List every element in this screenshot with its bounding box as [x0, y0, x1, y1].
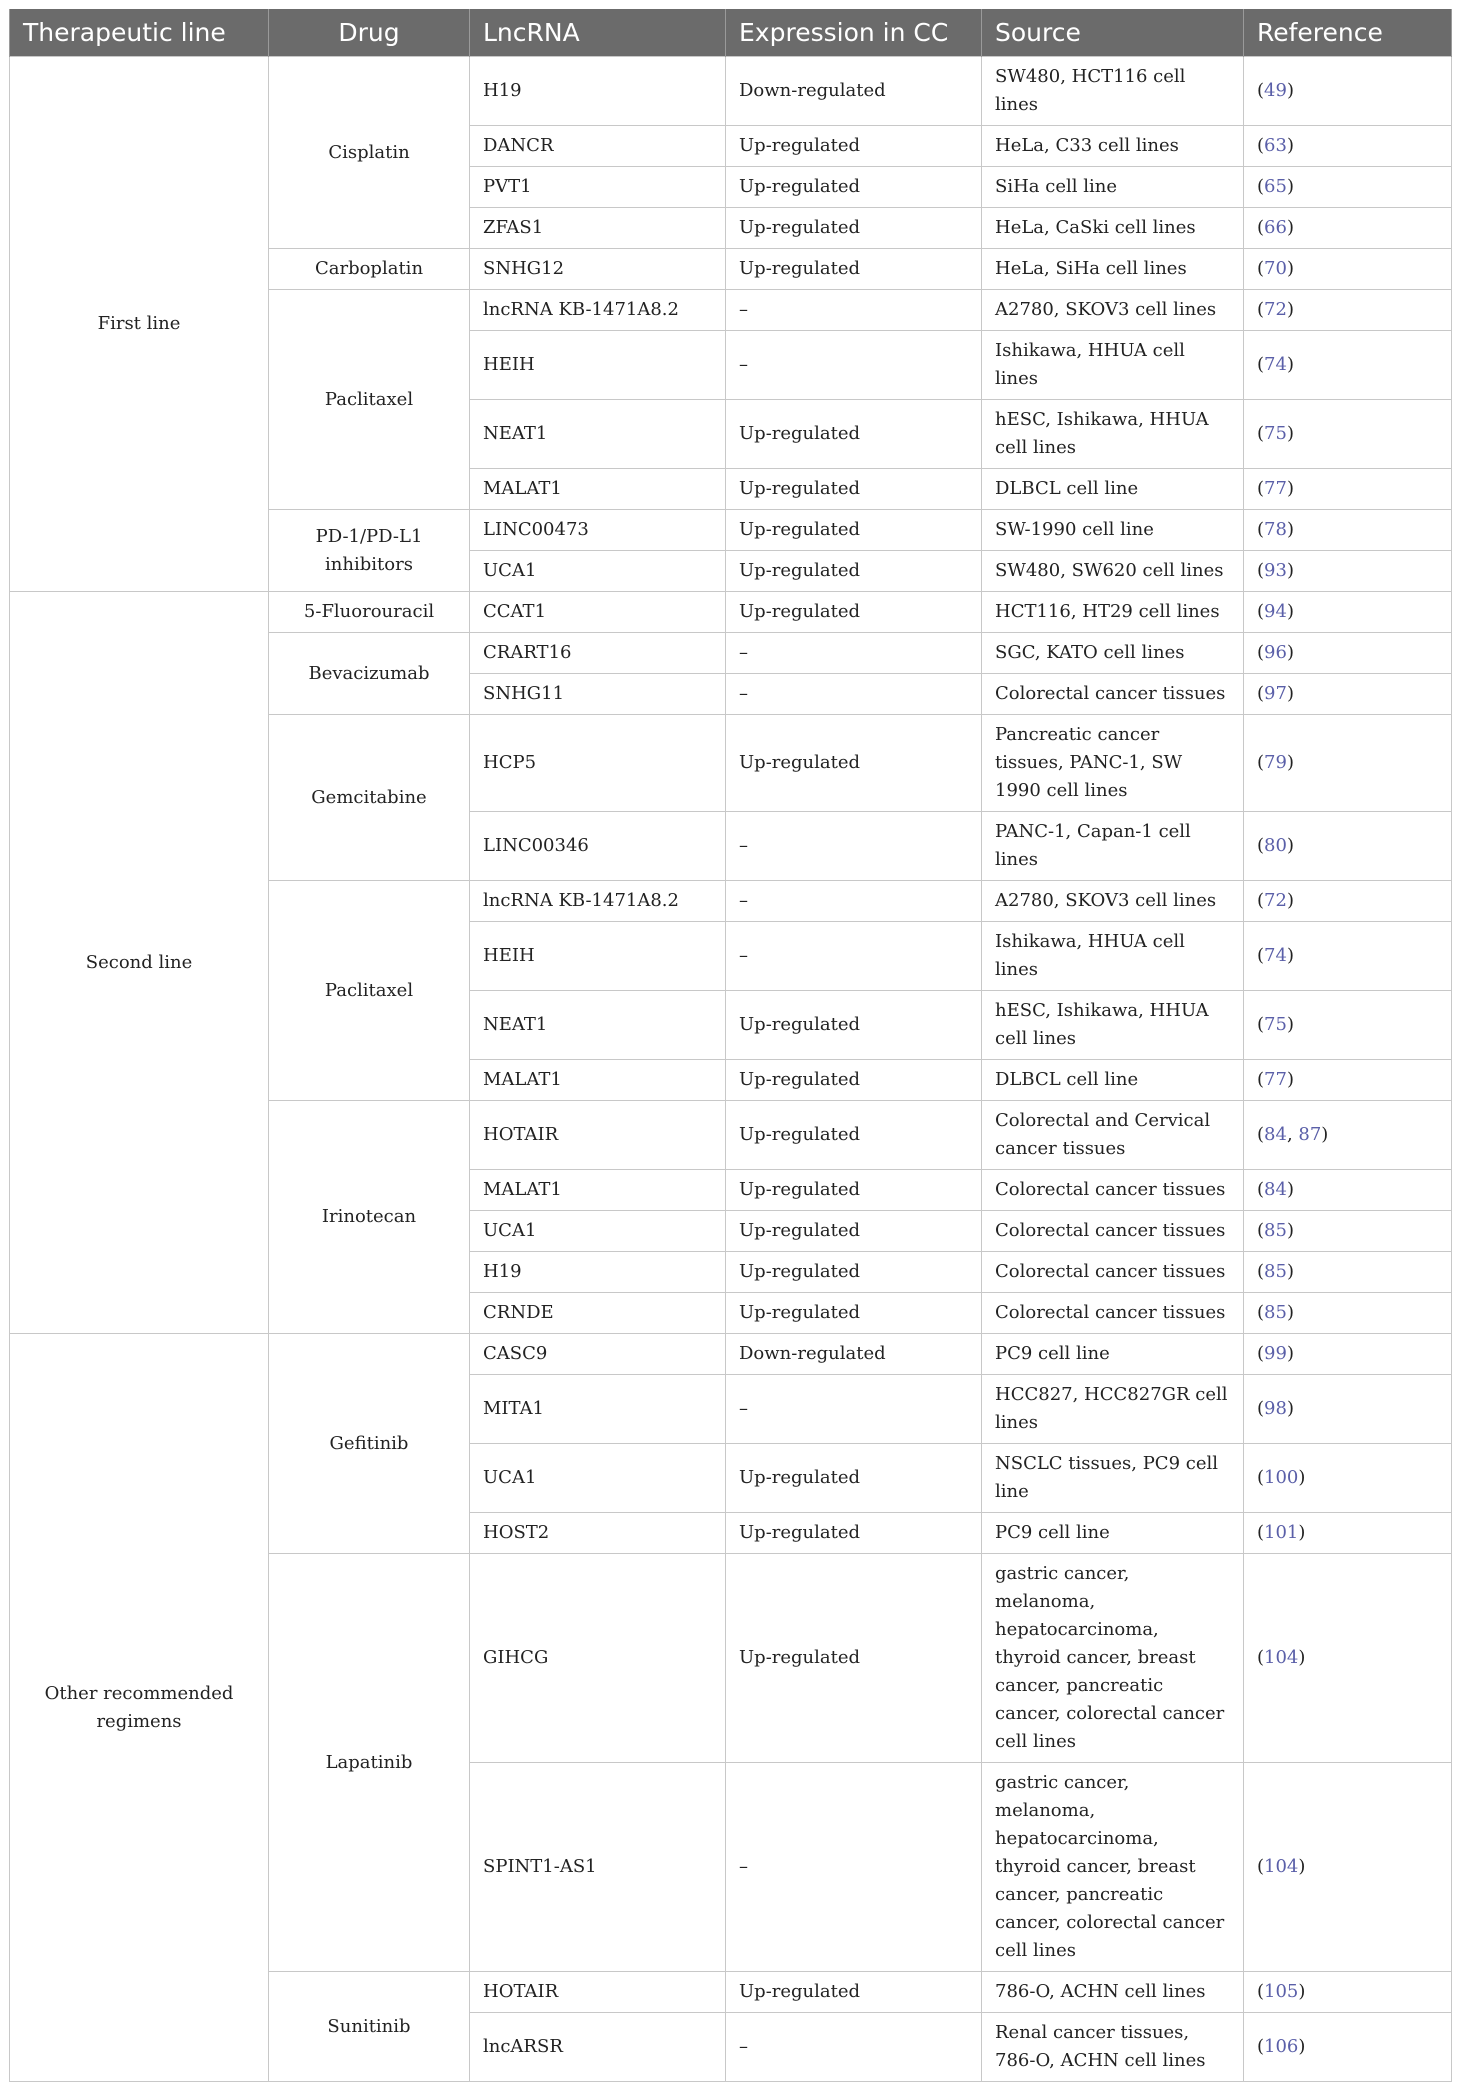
source-cell: hESC, Ishikawa, HHUA cell lines: [982, 400, 1244, 469]
expression-cell: Up-regulated: [726, 126, 982, 167]
drug-cell: Carboplatin: [269, 249, 470, 290]
drug-cell: PD-1/PD-L1 inhibitors: [269, 510, 470, 592]
source-cell: PC9 cell line: [982, 1513, 1244, 1554]
source-cell: SW-1990 cell line: [982, 510, 1244, 551]
lncrna-cell: HEIH: [470, 922, 726, 991]
expression-cell: Up-regulated: [726, 167, 982, 208]
reference-link[interactable]: 72: [1264, 299, 1287, 320]
reference-link[interactable]: 78: [1264, 519, 1287, 540]
drug-cell: Paclitaxel: [269, 881, 470, 1101]
source-cell: gastric cancer, melanoma, hepatocarcinoma, thyroid cancer, breast cancer, pancreatic cancer, colorectal cancer cell lines: [982, 1763, 1244, 1972]
drug-cell: Cisplatin: [269, 57, 470, 249]
expression-cell: Up-regulated: [726, 1293, 982, 1334]
expression-cell: Up-regulated: [726, 510, 982, 551]
lncrna-cell: PVT1: [470, 167, 726, 208]
header-row: [10, 9, 1452, 57]
expression-cell: –: [726, 674, 982, 715]
source-cell: A2780, SKOV3 cell lines: [982, 881, 1244, 922]
reference-cell: (104): [1244, 1554, 1452, 1763]
source-cell: SiHa cell line: [982, 167, 1244, 208]
reference-cell: (106): [1244, 2013, 1452, 2082]
header-reference: Reference: [1244, 9, 1452, 57]
header-drug: Drug: [269, 9, 470, 57]
expression-cell: Up-regulated: [726, 1101, 982, 1170]
reference-cell: (63): [1244, 126, 1452, 167]
header-source: Source: [982, 9, 1244, 57]
source-cell: HeLa, CaSki cell lines: [982, 208, 1244, 249]
expression-cell: Up-regulated: [726, 469, 982, 510]
table-row: [10, 1334, 1452, 1375]
lncrna-cell: MALAT1: [470, 1060, 726, 1101]
reference-cell: (75): [1244, 991, 1452, 1060]
expression-cell: –: [726, 633, 982, 674]
lncrna-cell: CCAT1: [470, 592, 726, 633]
source-cell: Colorectal cancer tissues: [982, 1170, 1244, 1211]
lncrna-cell: H19: [470, 1252, 726, 1293]
reference-link[interactable]: 66: [1264, 217, 1287, 238]
lncrna-cell: UCA1: [470, 1444, 726, 1513]
expression-cell: Down-regulated: [726, 1334, 982, 1375]
expression-cell: Up-regulated: [726, 715, 982, 812]
expression-cell: –: [726, 881, 982, 922]
expression-cell: Up-regulated: [726, 249, 982, 290]
lncrna-cell: HOTAIR: [470, 1101, 726, 1170]
table-body: [10, 57, 1452, 2082]
expression-cell: –: [726, 290, 982, 331]
reference-cell: (78): [1244, 510, 1452, 551]
reference-link[interactable]: 63: [1264, 135, 1287, 156]
reference-link[interactable]: 93: [1264, 560, 1287, 581]
source-cell: Colorectal cancer tissues: [982, 1293, 1244, 1334]
lncrna-cell: MALAT1: [470, 469, 726, 510]
expression-cell: Up-regulated: [726, 1252, 982, 1293]
lncrna-cell: NEAT1: [470, 400, 726, 469]
drug-cell: Gefitinib: [269, 1334, 470, 1554]
reference-cell: (101): [1244, 1513, 1452, 1554]
reference-cell: (66): [1244, 208, 1452, 249]
lncrna-cell: lncRNA KB-1471A8.2: [470, 881, 726, 922]
expression-cell: Up-regulated: [726, 208, 982, 249]
reference-cell: (104): [1244, 1763, 1452, 1972]
source-cell: HeLa, SiHa cell lines: [982, 249, 1244, 290]
source-cell: Ishikawa, HHUA cell lines: [982, 331, 1244, 400]
drug-cell: Irinotecan: [269, 1101, 470, 1334]
lncrna-cell: HCP5: [470, 715, 726, 812]
lncrna-cell: LINC00346: [470, 812, 726, 881]
drug-cell: Paclitaxel: [269, 290, 470, 510]
reference-cell: (97): [1244, 674, 1452, 715]
lncrna-cell: lncARSR: [470, 2013, 726, 2082]
expression-cell: Up-regulated: [726, 400, 982, 469]
table-container: [9, 9, 1451, 2082]
table-row: [10, 57, 1452, 126]
lncrna-cell: SNHG11: [470, 674, 726, 715]
reference-link[interactable]: 94: [1264, 601, 1287, 622]
reference-cell: (85): [1244, 1211, 1452, 1252]
reference-cell: (85): [1244, 1293, 1452, 1334]
table-row: [10, 592, 1452, 633]
expression-cell: –: [726, 2013, 982, 2082]
header-lncrna: LncRNA: [470, 9, 726, 57]
reference-link[interactable]: 79: [1264, 752, 1287, 773]
lncrna-cell: UCA1: [470, 551, 726, 592]
expression-cell: Up-regulated: [726, 1444, 982, 1513]
reference-cell: (99): [1244, 1334, 1452, 1375]
source-cell: Ishikawa, HHUA cell lines: [982, 922, 1244, 991]
reference-link[interactable]: 104: [1264, 1856, 1299, 1877]
reference-link[interactable]: 98: [1264, 1398, 1287, 1419]
source-cell: DLBCL cell line: [982, 1060, 1244, 1101]
source-cell: Pancreatic cancer tissues, PANC-1, SW 1990 cell lines: [982, 715, 1244, 812]
source-cell: SGC, KATO cell lines: [982, 633, 1244, 674]
lncrna-cell: H19: [470, 57, 726, 126]
lncrna-cell: SNHG12: [470, 249, 726, 290]
reference-link[interactable]: 87: [1298, 1124, 1322, 1145]
reference-link[interactable]: 72: [1264, 890, 1287, 911]
expression-cell: Up-regulated: [726, 592, 982, 633]
lncrna-drug-table: [9, 9, 1452, 2082]
source-cell: Renal cancer tissues, 786-O, ACHN cell lines: [982, 2013, 1244, 2082]
source-cell: HeLa, C33 cell lines: [982, 126, 1244, 167]
reference-cell: (72): [1244, 290, 1452, 331]
expression-cell: –: [726, 1763, 982, 1972]
reference-link[interactable]: 104: [1264, 1647, 1299, 1668]
reference-link[interactable]: 74: [1264, 945, 1287, 966]
reference-cell: (84): [1244, 1170, 1452, 1211]
drug-cell: Lapatinib: [269, 1554, 470, 1972]
reference-cell: (77): [1244, 1060, 1452, 1101]
reference-link[interactable]: 99: [1264, 1343, 1287, 1364]
source-cell: HCT116, HT29 cell lines: [982, 592, 1244, 633]
therapeutic-line-cell: Second line: [10, 592, 269, 1334]
expression-cell: Down-regulated: [726, 57, 982, 126]
reference-cell: (49): [1244, 57, 1452, 126]
reference-cell: (96): [1244, 633, 1452, 674]
lncrna-cell: CRNDE: [470, 1293, 726, 1334]
expression-cell: Up-regulated: [726, 1554, 982, 1763]
expression-cell: Up-regulated: [726, 1513, 982, 1554]
reference-link[interactable]: 70: [1264, 258, 1287, 279]
lncrna-cell: LINC00473: [470, 510, 726, 551]
reference-link[interactable]: 85: [1264, 1220, 1287, 1241]
lncrna-cell: MALAT1: [470, 1170, 726, 1211]
expression-cell: Up-regulated: [726, 1211, 982, 1252]
reference-cell: (74): [1244, 331, 1452, 400]
reference-cell: (84, 87): [1244, 1101, 1452, 1170]
expression-cell: Up-regulated: [726, 551, 982, 592]
expression-cell: Up-regulated: [726, 1170, 982, 1211]
drug-cell: Gemcitabine: [269, 715, 470, 881]
source-cell: HCC827, HCC827GR cell lines: [982, 1375, 1244, 1444]
reference-link[interactable]: 100: [1264, 1467, 1299, 1488]
lncrna-cell: HEIH: [470, 331, 726, 400]
expression-cell: Up-regulated: [726, 1060, 982, 1101]
source-cell: PANC-1, Capan-1 cell lines: [982, 812, 1244, 881]
lncrna-cell: GIHCG: [470, 1554, 726, 1763]
source-cell: NSCLC tissues, PC9 cell line: [982, 1444, 1244, 1513]
reference-cell: (74): [1244, 922, 1452, 991]
therapeutic-line-cell: First line: [10, 57, 269, 592]
reference-cell: (80): [1244, 812, 1452, 881]
lncrna-cell: ZFAS1: [470, 208, 726, 249]
expression-cell: –: [726, 1375, 982, 1444]
reference-link[interactable]: 85: [1264, 1302, 1287, 1323]
expression-cell: Up-regulated: [726, 1972, 982, 2013]
expression-cell: Up-regulated: [726, 991, 982, 1060]
reference-cell: (98): [1244, 1375, 1452, 1444]
reference-link[interactable]: 106: [1264, 2036, 1299, 2057]
source-cell: Colorectal cancer tissues: [982, 674, 1244, 715]
source-cell: SW480, SW620 cell lines: [982, 551, 1244, 592]
source-cell: Colorectal cancer tissues: [982, 1211, 1244, 1252]
lncrna-cell: HOST2: [470, 1513, 726, 1554]
source-cell: gastric cancer, melanoma, hepatocarcinoma, thyroid cancer, breast cancer, pancreatic cancer, colorectal cancer cell lines: [982, 1554, 1244, 1763]
reference-link[interactable]: 77: [1264, 478, 1287, 499]
lncrna-cell: CRART16: [470, 633, 726, 674]
expression-cell: –: [726, 331, 982, 400]
reference-cell: (100): [1244, 1444, 1452, 1513]
reference-cell: (85): [1244, 1252, 1452, 1293]
reference-cell: (93): [1244, 551, 1452, 592]
lncrna-cell: MITA1: [470, 1375, 726, 1444]
source-cell: SW480, HCT116 cell lines: [982, 57, 1244, 126]
reference-link[interactable]: 84: [1264, 1179, 1287, 1200]
reference-link[interactable]: 84: [1264, 1124, 1287, 1145]
source-cell: Colorectal and Cervical cancer tissues: [982, 1101, 1244, 1170]
reference-cell: (72): [1244, 881, 1452, 922]
reference-cell: (94): [1244, 592, 1452, 633]
expression-cell: –: [726, 922, 982, 991]
lncrna-cell: SPINT1-AS1: [470, 1763, 726, 1972]
expression-cell: –: [726, 812, 982, 881]
reference-link[interactable]: 65: [1264, 176, 1287, 197]
reference-link[interactable]: 97: [1264, 683, 1287, 704]
drug-cell: Bevacizumab: [269, 633, 470, 715]
reference-link[interactable]: 75: [1264, 1014, 1287, 1035]
source-cell: PC9 cell line: [982, 1334, 1244, 1375]
drug-cell: 5-Fluorouracil: [269, 592, 470, 633]
source-cell: DLBCL cell line: [982, 469, 1244, 510]
lncrna-cell: NEAT1: [470, 991, 726, 1060]
reference-link[interactable]: 77: [1264, 1069, 1287, 1090]
lncrna-cell: lncRNA KB-1471A8.2: [470, 290, 726, 331]
header-therapeutic-line: Therapeutic line: [10, 9, 269, 57]
reference-cell: (79): [1244, 715, 1452, 812]
source-cell: Colorectal cancer tissues: [982, 1252, 1244, 1293]
lncrna-cell: CASC9: [470, 1334, 726, 1375]
reference-cell: (65): [1244, 167, 1452, 208]
therapeutic-line-cell: Other recommended regimens: [10, 1334, 269, 2082]
reference-link[interactable]: 75: [1264, 423, 1287, 444]
reference-link[interactable]: 80: [1264, 835, 1287, 856]
reference-link[interactable]: 85: [1264, 1261, 1287, 1282]
drug-cell: Sunitinib: [269, 1972, 470, 2082]
lncrna-cell: UCA1: [470, 1211, 726, 1252]
reference-link[interactable]: 101: [1264, 1522, 1299, 1543]
reference-link[interactable]: 96: [1264, 642, 1287, 663]
lncrna-cell: HOTAIR: [470, 1972, 726, 2013]
source-cell: hESC, Ishikawa, HHUA cell lines: [982, 991, 1244, 1060]
reference-cell: (77): [1244, 469, 1452, 510]
reference-link[interactable]: 105: [1264, 1981, 1299, 2002]
source-cell: A2780, SKOV3 cell lines: [982, 290, 1244, 331]
lncrna-cell: DANCR: [470, 126, 726, 167]
header-expression: Expression in CC: [726, 9, 982, 57]
reference-cell: (105): [1244, 1972, 1452, 2013]
reference-link[interactable]: 74: [1264, 354, 1287, 375]
reference-link[interactable]: 49: [1264, 80, 1287, 101]
source-cell: 786-O, ACHN cell lines: [982, 1972, 1244, 2013]
reference-cell: (75): [1244, 400, 1452, 469]
reference-cell: (70): [1244, 249, 1452, 290]
